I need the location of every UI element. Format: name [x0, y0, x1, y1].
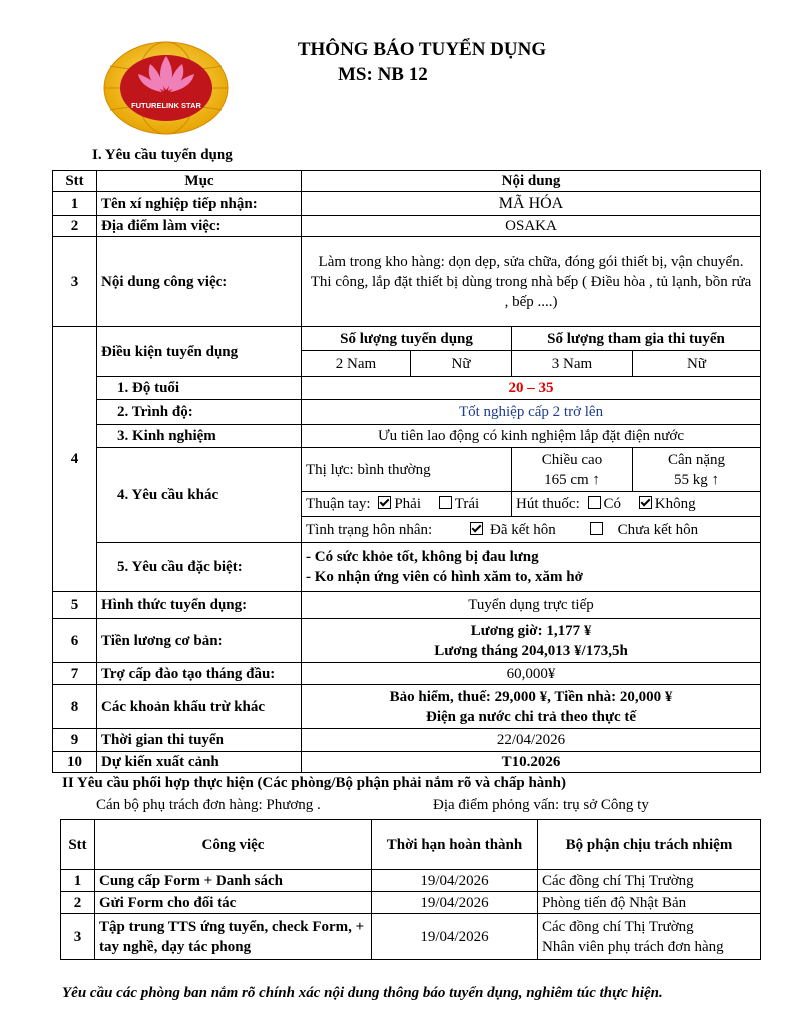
header-item: Mục [97, 171, 302, 192]
hand-left: Trái [454, 496, 480, 512]
age-range: 20 – 35 [302, 377, 761, 400]
job-line: Thi công, lắp đặt thiết bị dùng trong nhà bếp ( Điều hòa , tủ lạnh, bồn rửa , bếp ....) [310, 273, 752, 310]
row-label: Dự kiến xuất cảnh [97, 752, 302, 773]
row-label: Nội dung công việc: [97, 237, 302, 327]
task-department [538, 914, 761, 960]
recruit-count-header: Số lượng tuyển dụng [302, 327, 512, 351]
table-row [61, 914, 761, 960]
section-2-title: II Yêu cầu phối hợp thực hiện (Các phòng/Bộ phận phải nắm rõ và chấp hành) [62, 775, 566, 791]
task-stt: 1 [61, 870, 95, 892]
interview-venue: Địa điểm phỏng vấn: trụ sở Công ty [433, 797, 649, 813]
header-content: Nội dung [302, 171, 761, 192]
page-title: THÔNG BÁO TUYỂN DỤNG [297, 39, 547, 60]
task-deadline: 19/04/2026 [372, 870, 538, 892]
header-deadline: Thời hạn hoàn thành [372, 820, 538, 870]
checkbox-checked-icon [378, 496, 391, 509]
checkbox-empty-icon [590, 522, 603, 535]
base-salary [302, 619, 761, 663]
exam-date: 22/04/2026 [302, 729, 761, 752]
marital-status [302, 517, 761, 543]
single: Chưa kết hôn [617, 521, 699, 538]
deductions [302, 685, 761, 729]
hourly-wage: Lương giờ: 1,177 ¥ [470, 622, 592, 639]
table-row [61, 892, 761, 914]
exam-female: Nữ [633, 351, 761, 377]
deduction-line: Điện ga nước chi trả theo thực tế [426, 708, 637, 725]
hand-right: Phải [394, 496, 421, 512]
exam-count-header: Số lượng tham gia thi tuyển [512, 327, 761, 351]
smoking [512, 492, 761, 517]
row-label: 4. Yêu cầu khác [97, 448, 302, 543]
company-name: MÃ HÓA [302, 192, 761, 216]
header-stt: Stt [61, 820, 95, 870]
task-name: Gửi Form cho đối tác [95, 892, 372, 914]
weight-value: 55 kg ↑ [674, 471, 720, 488]
department-line: Các đồng chí Thị Trường [542, 918, 694, 935]
row-label: Tên xí nghiệp tiếp nhận: [97, 192, 302, 216]
task-stt: 3 [61, 914, 95, 960]
header-stt: Stt [53, 171, 97, 192]
order-code: MS: NB 12 [338, 64, 428, 85]
futurelink-star-logo [100, 38, 232, 138]
deduction-line: Bảo hiểm, thuế: 29,000 ¥, Tiền nhà: 20,000 ¥ [389, 688, 673, 705]
recruit-female: Nữ [411, 351, 512, 377]
married: Đã kết hôn [489, 521, 556, 538]
row-label: 3. Kinh nghiệm [97, 425, 302, 448]
checkbox-checked-icon [639, 496, 652, 509]
task-deadline: 19/04/2026 [372, 892, 538, 914]
marital-label: Tình trạng hôn nhân: [306, 521, 433, 538]
education-level: Tốt nghiệp cấp 2 trở lên [302, 400, 761, 425]
row-label: Hình thức tuyển dụng: [97, 592, 302, 619]
departure-date: T10.2026 [302, 752, 761, 773]
checkbox-empty-icon [439, 496, 452, 509]
experience: Ưu tiên lao động có kinh nghiệm lắp đặt điện nước [302, 425, 761, 448]
recruit-method: Tuyển dụng trực tiếp [302, 592, 761, 619]
training-allowance: 60,000¥ [302, 663, 761, 685]
row-label: Trợ cấp đào tạo tháng đầu: [97, 663, 302, 685]
row-stt: 10 [53, 752, 97, 773]
order-staff: Cán bộ phụ trách đơn hàng: Phương . [96, 797, 321, 813]
exam-male: 3 Nam [512, 351, 633, 377]
row-stt: 2 [53, 216, 97, 237]
recruit-male: 2 Nam [302, 351, 411, 377]
task-stt: 2 [61, 892, 95, 914]
task-name: Tập trung TTS ứng tuyển, check Form, + tay nghề, dạy tác phong [95, 914, 372, 960]
row-stt: 1 [53, 192, 97, 216]
height-value: 165 cm ↑ [544, 471, 600, 488]
task-department: Phòng tiến độ Nhật Bản [538, 892, 761, 914]
monthly-wage: Lương tháng 204,013 ¥/173,5h [434, 642, 628, 659]
task-name: Cung cấp Form + Danh sách [95, 870, 372, 892]
row-stt: 8 [53, 685, 97, 729]
smoke-no: Không [654, 496, 696, 512]
row-stt: 4 [53, 327, 97, 592]
weight-label: Cân nặng [667, 451, 726, 468]
row-stt: 7 [53, 663, 97, 685]
special-requirements [302, 543, 761, 592]
row-label: 5. Yêu cầu đặc biệt: [97, 543, 302, 592]
smoking-label: Hút thuốc: [516, 496, 580, 512]
checkbox-empty-icon [588, 496, 601, 509]
special-line: - Ko nhận ứng viên có hình xăm to, xăm hở [306, 569, 583, 585]
handedness-label: Thuận tay: [306, 496, 371, 512]
row-label: 2. Trình độ: [97, 400, 302, 425]
row-stt: 9 [53, 729, 97, 752]
handedness [302, 492, 512, 517]
header-department: Bộ phận chịu trách nhiệm [538, 820, 761, 870]
job-description [302, 237, 761, 327]
logo-text: FUTURELINK STAR [131, 101, 201, 110]
requirements-table [52, 170, 761, 773]
height-label: Chiều cao [541, 451, 603, 468]
row-label: Địa điểm làm việc: [97, 216, 302, 237]
special-line: - Có sức khỏe tốt, không bị đau lưng [306, 549, 539, 565]
job-line: Làm trong kho hàng: dọn dẹp, sửa chữa, đóng gói thiết bị, vận chuyển. [318, 253, 744, 270]
header-task: Công việc [95, 820, 372, 870]
work-location: OSAKA [302, 216, 761, 237]
section-1-title: I. Yêu cầu tuyển dụng [92, 147, 233, 163]
footer-note: Yêu cầu các phòng ban nắm rõ chính xác nội dung thông báo tuyển dụng, nghiêm túc thực hiện. [62, 985, 663, 1001]
department-line: Nhân viên phụ trách đơn hàng [542, 938, 724, 955]
row-label: Tiền lương cơ bản: [97, 619, 302, 663]
row-label: 1. Độ tuổi [97, 377, 302, 400]
height-cell [512, 448, 633, 492]
coordination-table [60, 819, 761, 960]
row-label: Thời gian thi tuyển [97, 729, 302, 752]
table-row [61, 870, 761, 892]
checkbox-checked-icon [470, 522, 483, 535]
smoke-yes: Có [603, 496, 622, 512]
row-label: Điều kiện tuyển dụng [97, 327, 302, 377]
task-department: Các đồng chí Thị Trường [538, 870, 761, 892]
row-label: Các khoản khấu trừ khác [97, 685, 302, 729]
row-stt: 3 [53, 237, 97, 327]
task-deadline: 19/04/2026 [372, 914, 538, 960]
row-stt: 5 [53, 592, 97, 619]
weight-cell [633, 448, 761, 492]
row-stt: 6 [53, 619, 97, 663]
vision: Thị lực: bình thường [302, 448, 512, 492]
